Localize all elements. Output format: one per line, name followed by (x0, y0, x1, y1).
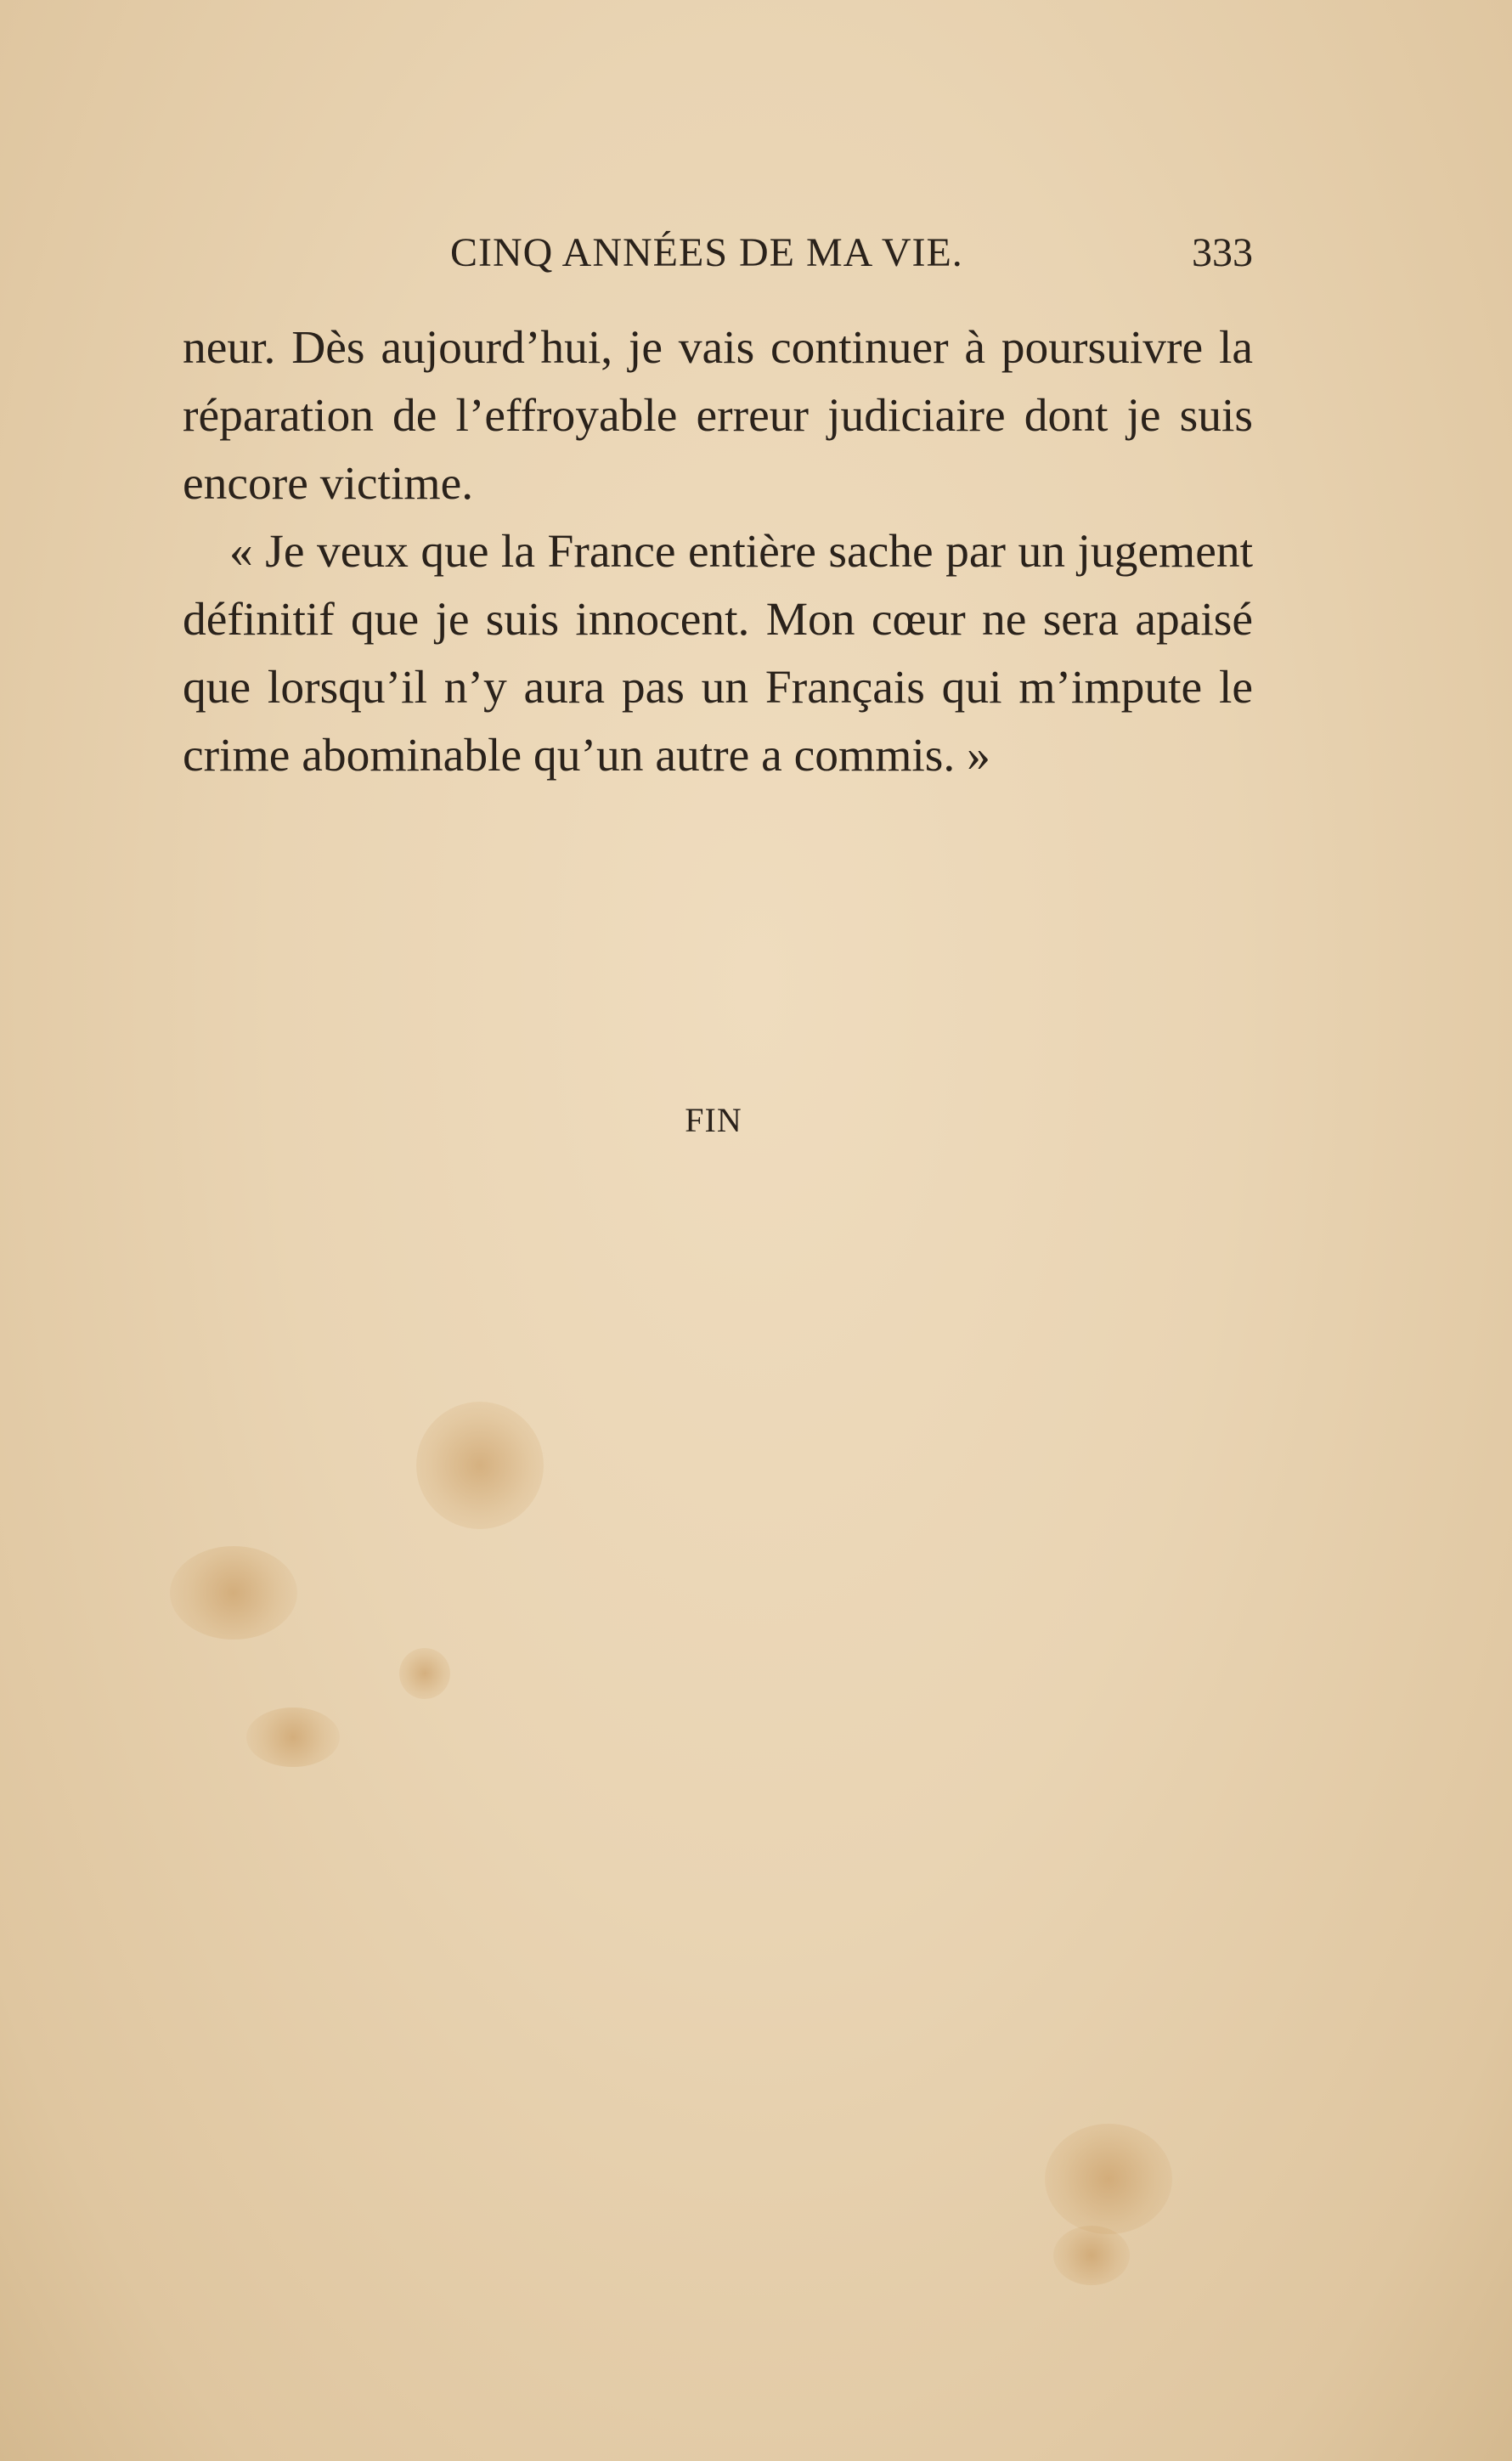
stain (170, 1546, 297, 1640)
stain (399, 1648, 450, 1699)
stain (1053, 2226, 1130, 2285)
stain (1045, 2124, 1172, 2234)
stain (246, 1707, 340, 1767)
paragraph: « Je veux que la France entière sache par un jugement définitif que je suis innocent. Mon cœur ne sera apaisé que lorsqu’il n’y aura pas un Français qui m’impute le crime abominable qu’un autre a commis. » (183, 526, 1253, 782)
page-number: 333 (1192, 230, 1253, 275)
paragraph: neur. Dès aujourd’hui, je vais continuer à poursuivre la réparation de l’effroyable erreur judiciaire dont je suis encore victime. (183, 322, 1253, 510)
body-text (183, 314, 1253, 790)
page-header (450, 229, 1253, 289)
end-label: FIN (685, 1101, 742, 1139)
running-title: CINQ ANNÉES DE MA VIE. (450, 230, 963, 275)
stain (416, 1402, 544, 1529)
